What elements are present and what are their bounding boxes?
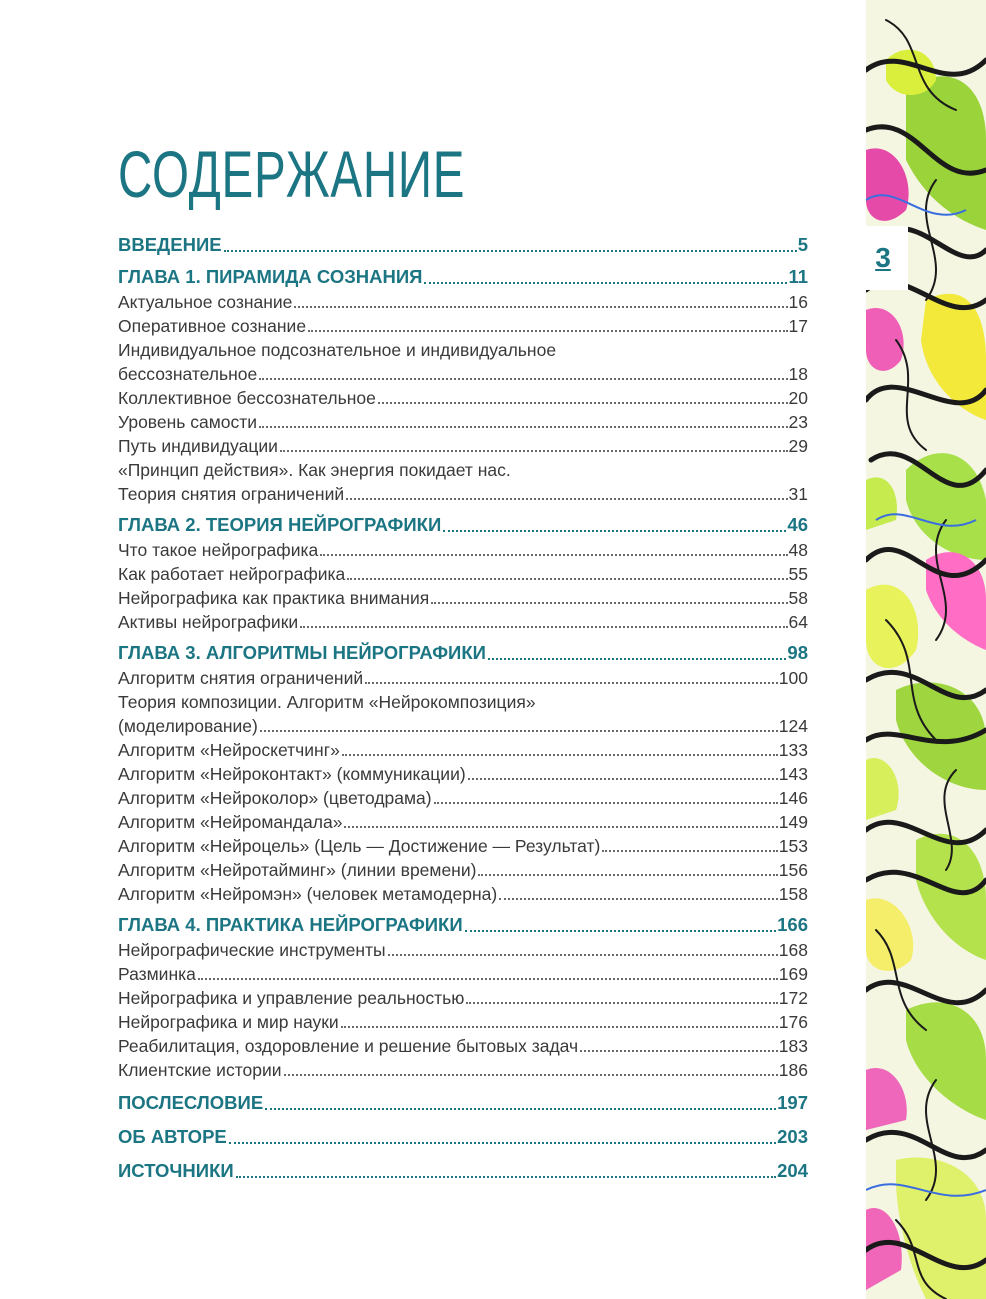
toc-page: 31 xyxy=(788,484,808,504)
toc-page: 166 xyxy=(777,914,808,935)
toc-label: Разминка xyxy=(118,964,196,984)
toc-entry[interactable] xyxy=(118,834,808,858)
leader-dots xyxy=(320,554,787,556)
toc-entry[interactable] xyxy=(118,666,808,690)
page-number-tab xyxy=(858,226,908,290)
toc-page: 204 xyxy=(777,1160,808,1181)
toc-label: Путь индивидуации xyxy=(118,436,278,456)
leader-dots xyxy=(229,1142,776,1144)
leader-dots xyxy=(468,778,778,780)
toc-label: Уровень самости xyxy=(118,412,258,432)
toc-label: Алгоритм «Нейротайминг» (линии времени) xyxy=(118,860,477,880)
toc-label: Актуальное сознание xyxy=(118,292,293,312)
toc-entry[interactable] xyxy=(118,1034,808,1058)
toc-page: 20 xyxy=(788,388,808,408)
leader-dots xyxy=(236,1176,776,1178)
toc-page: 17 xyxy=(788,316,808,336)
toc-page: 98 xyxy=(787,642,808,663)
toc-entry[interactable] xyxy=(118,410,808,434)
leader-dots xyxy=(342,754,778,756)
toc-entry[interactable] xyxy=(118,882,808,906)
page-title: СОДЕРЖАНИЕ xyxy=(118,137,466,211)
toc-page: 46 xyxy=(787,514,808,535)
toc-page: 197 xyxy=(777,1092,808,1113)
leader-dots xyxy=(344,826,777,828)
leader-dots xyxy=(347,578,787,580)
toc-entry-about-author[interactable] xyxy=(118,1124,808,1150)
toc-entry[interactable] xyxy=(118,386,808,410)
toc-chapter-4[interactable] xyxy=(118,912,808,938)
toc-entry[interactable] xyxy=(118,1058,808,1082)
leader-dots xyxy=(265,1108,776,1110)
toc-label: Реабилитация, оздоровление и решение бытовых задач xyxy=(118,1036,579,1056)
leader-dots xyxy=(308,330,787,332)
toc-page: 18 xyxy=(788,364,808,384)
toc-entry[interactable] xyxy=(118,362,808,386)
toc-label: Алгоритм «Нейромандала» xyxy=(118,812,343,832)
toc-page: 58 xyxy=(788,588,808,608)
toc-page: 172 xyxy=(778,988,808,1008)
toc-entry[interactable] xyxy=(118,434,808,458)
toc-label: ГЛАВА 1. ПИРАМИДА СОЗНАНИЯ xyxy=(118,266,423,287)
toc-entry-line1: Теория композиции. Алгоритм «Нейрокомпозиция» xyxy=(118,692,536,712)
toc-entry[interactable] xyxy=(118,538,808,562)
toc-page: 156 xyxy=(778,860,808,880)
leader-dots xyxy=(259,426,787,428)
toc-entry[interactable] xyxy=(118,290,808,314)
toc-entry[interactable] xyxy=(118,714,808,738)
leader-dots xyxy=(378,402,788,404)
table-of-contents xyxy=(118,232,808,1184)
toc-entry[interactable] xyxy=(118,938,808,962)
toc-entry-line1: Индивидуальное подсознательное и индивидуальное xyxy=(118,340,557,360)
leader-dots xyxy=(443,530,786,532)
toc-entry[interactable] xyxy=(118,962,808,986)
leader-dots xyxy=(284,1074,778,1076)
toc-label: ГЛАВА 3. АЛГОРИТМЫ НЕЙРОГРАФИКИ xyxy=(118,642,486,663)
toc-entry[interactable] xyxy=(118,858,808,882)
toc-label: Алгоритм «Нейромэн» (человек метамодерна) xyxy=(118,884,498,904)
leader-dots xyxy=(478,874,777,876)
toc-page: 203 xyxy=(777,1126,808,1147)
toc-page: 11 xyxy=(788,266,808,287)
page-number: 3 xyxy=(875,242,891,273)
leader-dots xyxy=(365,682,778,684)
leader-dots xyxy=(300,626,787,628)
toc-label: Алгоритм «Нейроцель» (Цель — Достижение — Результат) xyxy=(118,836,601,856)
toc-label: ГЛАВА 2. ТЕОРИЯ НЕЙРОГРАФИКИ xyxy=(118,514,442,535)
toc-page: 146 xyxy=(778,788,808,808)
toc-label: ИСТОЧНИКИ xyxy=(118,1160,234,1181)
toc-page: 176 xyxy=(778,1012,808,1032)
toc-page: 100 xyxy=(778,668,808,688)
toc-entry[interactable] xyxy=(118,482,808,506)
toc-page: 48 xyxy=(788,540,808,560)
leader-dots xyxy=(224,250,797,252)
leader-dots xyxy=(424,282,787,284)
toc-page: 183 xyxy=(778,1036,808,1056)
toc-label: Оперативное сознание xyxy=(118,316,307,336)
toc-entry[interactable] xyxy=(118,738,808,762)
toc-chapter-1[interactable] xyxy=(118,264,808,290)
toc-label: Нейрографика и управление реальностью xyxy=(118,988,465,1008)
toc-page: 55 xyxy=(788,564,808,584)
leader-dots xyxy=(465,930,776,932)
leader-dots xyxy=(602,850,777,852)
toc-page: 133 xyxy=(778,740,808,760)
toc-label: Как работает нейрографика xyxy=(118,564,346,584)
toc-label: (моделирование) xyxy=(118,716,258,736)
neurographic-artwork xyxy=(866,0,986,1299)
toc-label: Нейрографические инструменты xyxy=(118,940,386,960)
toc-label: Нейрографика как практика внимания xyxy=(118,588,430,608)
leader-dots xyxy=(294,306,787,308)
toc-page: 153 xyxy=(778,836,808,856)
toc-label: Нейрографика и мир науки xyxy=(118,1012,339,1032)
toc-page: 29 xyxy=(788,436,808,456)
leader-dots xyxy=(499,898,778,900)
toc-label: бессознательное xyxy=(118,364,258,384)
leader-dots xyxy=(280,450,788,452)
leader-dots xyxy=(260,730,778,732)
toc-entry[interactable] xyxy=(118,1010,808,1034)
toc-entry[interactable] xyxy=(118,314,808,338)
toc-chapter-3[interactable] xyxy=(118,640,808,666)
leader-dots xyxy=(259,378,787,380)
toc-page: 16 xyxy=(788,292,808,312)
toc-entry[interactable] xyxy=(118,810,808,834)
toc-label: Алгоритм «Нейроконтакт» (коммуникации) xyxy=(118,764,466,784)
leader-dots xyxy=(341,1026,778,1028)
toc-label: ГЛАВА 4. ПРАКТИКА НЕЙРОГРАФИКИ xyxy=(118,914,463,935)
toc-entry-afterword[interactable] xyxy=(118,1090,808,1116)
toc-entry-intro[interactable] xyxy=(118,232,808,258)
toc-label: ВВЕДЕНИЕ xyxy=(118,234,222,255)
toc-chapter-2[interactable] xyxy=(118,512,808,538)
toc-entry[interactable] xyxy=(118,610,808,634)
toc-label: Клиентские истории xyxy=(118,1060,282,1080)
leader-dots xyxy=(198,978,778,980)
toc-page: 124 xyxy=(778,716,808,736)
toc-page: 158 xyxy=(778,884,808,904)
toc-page: 5 xyxy=(797,234,808,255)
leader-dots xyxy=(580,1050,778,1052)
leader-dots xyxy=(431,602,787,604)
toc-label: Коллективное бессознательное xyxy=(118,388,376,408)
toc-entry[interactable] xyxy=(118,786,808,810)
toc-label: Активы нейрографики xyxy=(118,612,299,632)
toc-page: 168 xyxy=(778,940,808,960)
leader-dots xyxy=(488,658,786,660)
toc-entry[interactable] xyxy=(118,762,808,786)
leader-dots xyxy=(346,498,787,500)
toc-entry-sources[interactable] xyxy=(118,1158,808,1184)
leader-dots xyxy=(466,1002,777,1004)
toc-entry[interactable] xyxy=(118,586,808,610)
toc-page: 149 xyxy=(778,812,808,832)
toc-label: Алгоритм снятия ограничений xyxy=(118,668,364,688)
toc-page: 143 xyxy=(778,764,808,784)
toc-entry[interactable] xyxy=(118,562,808,586)
toc-page: 64 xyxy=(788,612,808,632)
toc-entry[interactable] xyxy=(118,986,808,1010)
leader-dots xyxy=(434,802,778,804)
toc-label: Алгоритм «Нейроскетчинг» xyxy=(118,740,340,760)
toc-label: Теория снятия ограничений xyxy=(118,484,345,504)
toc-label: Что такое нейрографика xyxy=(118,540,319,560)
leader-dots xyxy=(388,954,778,956)
toc-label: Алгоритм «Нейроколор» (цветодрама) xyxy=(118,788,432,808)
toc-page: 169 xyxy=(778,964,808,984)
toc-page: 23 xyxy=(788,412,808,432)
toc-label: ПОСЛЕСЛОВИЕ xyxy=(118,1092,264,1113)
toc-label: ОБ АВТОРЕ xyxy=(118,1126,227,1147)
toc-entry-line1: «Принцип действия». Как энергия покидает нас. xyxy=(118,460,511,480)
toc-page: 186 xyxy=(778,1060,808,1080)
